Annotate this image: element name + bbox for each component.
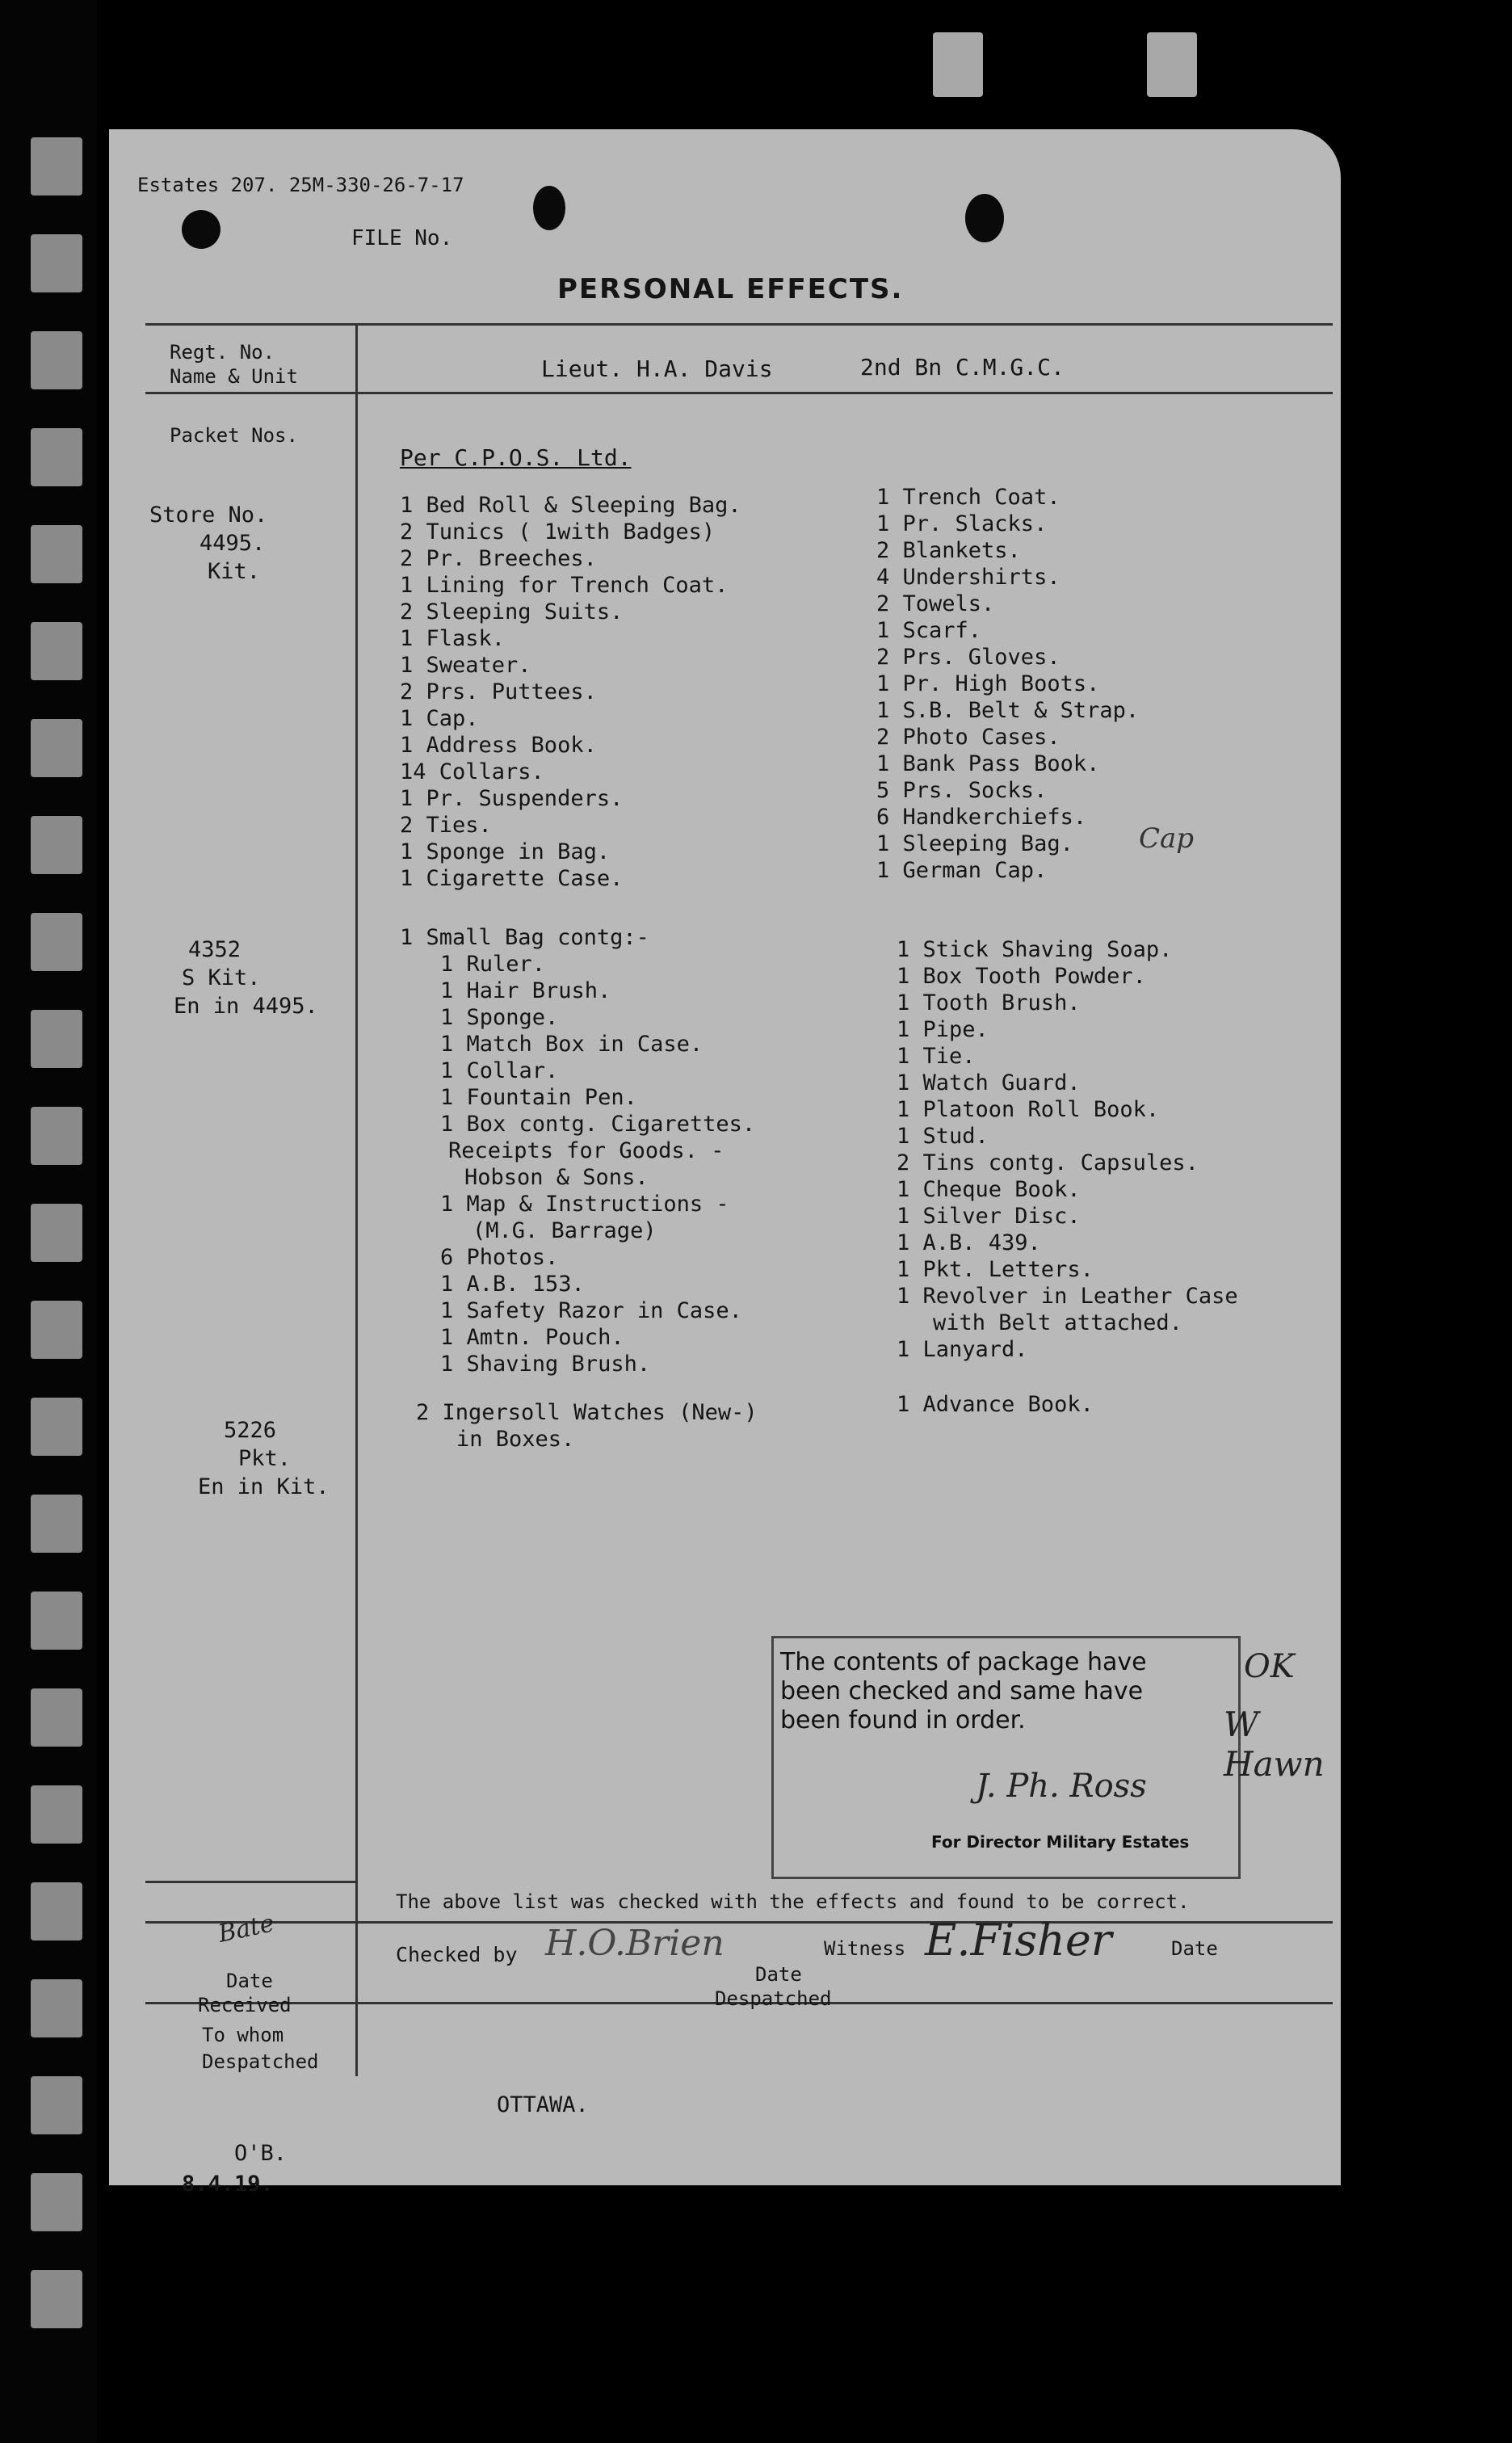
packet-number: Kit. [208,559,261,584]
list-item: 2 Towels. [876,591,995,616]
soldier-name: Lieut. H.A. Davis [541,355,773,382]
list-item: in Boxes. [456,1427,575,1452]
despatch-date: 8.4.19. [182,2172,274,2197]
name-unit-label: Name & Unit [170,365,298,388]
date-label: Date [1171,1937,1218,1960]
shipping-line: Per C.P.O.S. Ltd. [400,444,632,471]
list-item: 2 Blankets. [876,538,1021,563]
divider [145,392,1333,394]
list-item: 2 Pr. Breeches. [400,546,597,571]
film-hole [31,816,82,874]
list-item: 1 Safety Razor in Case. [440,1298,742,1323]
list-item: 2 Prs. Gloves. [876,645,1060,670]
list-item: 6 Photos. [440,1245,559,1270]
list-item: 6 Handkerchiefs. [876,805,1087,830]
film-hole [31,1979,82,2037]
list-item: 1 Amtn. Pouch. [440,1325,624,1350]
list-item: 1 S.B. Belt & Strap. [876,698,1140,723]
list-item: 1 Bed Roll & Sleeping Bag. [400,493,741,518]
list-item: 1 Cheque Book. [897,1177,1081,1202]
checked-statement: The above list was checked with the effects and found to be correct. [396,1890,1190,1913]
list-item: 1 Map & Instructions - [440,1192,729,1217]
list-item: 2 Ingersoll Watches (New-) [416,1400,758,1425]
film-hole [933,32,983,97]
list-item: 2 Ties. [400,813,492,838]
list-item: 1 Pr. Suspenders. [400,786,624,811]
packet-number: 4352 [188,937,242,962]
list-item: 1 Revolver in Leather Case [897,1284,1238,1309]
list-item: 1 Address Book. [400,733,597,758]
film-hole [31,137,82,196]
film-hole [31,331,82,389]
packet-number: S Kit. [182,965,261,990]
list-item: 1 Pipe. [897,1017,989,1042]
film-hole [31,2173,82,2231]
list-item: 1 Advance Book. [897,1392,1094,1417]
list-item: 1 Platoon Roll Book. [897,1097,1160,1122]
punch-hole [965,194,1004,242]
form-code: Estates 207. 25M-330-26-7-17 [137,174,464,196]
list-item: 1 Box Tooth Powder. [897,964,1146,989]
stamp-footer: For Director Military Estates [931,1832,1190,1852]
list-item: 1 Stud. [897,1124,989,1149]
witness-label: Witness [824,1937,906,1960]
stamp-text: been found in order. [780,1706,1026,1734]
checked-by-signature: H.O.Brien [545,1923,724,1964]
list-item: 1 Silver Disc. [897,1204,1081,1229]
list-item: 1 Scarf. [876,618,982,643]
list-item: 1 Sponge. [440,1005,559,1030]
list-item: 1 Fountain Pen. [440,1085,637,1110]
packet-number: En in Kit. [198,1474,330,1499]
film-hole [31,1495,82,1553]
stamp-signature: J. Ph. Ross [976,1768,1147,1805]
list-item: 1 A.B. 439. [897,1230,1041,1255]
handwritten-ok: OK [1244,1648,1295,1685]
punch-hole [182,210,220,249]
list-item: 1 Small Bag contg:- [400,925,649,950]
film-hole [31,1204,82,1262]
packet-number: 5226 [224,1418,277,1443]
list-item: 4 Undershirts. [876,565,1060,590]
list-item: 2 Prs. Puttees. [400,679,597,704]
list-item: 1 Cap. [400,706,479,731]
list-item: 1 Sponge in Bag. [400,839,611,864]
list-item: 1 Trench Coat. [876,485,1060,510]
film-hole [31,1107,82,1165]
list-item: 1 Lanyard. [897,1337,1028,1362]
date-received-label: Received [198,1994,292,2016]
soldier-unit: 2nd Bn C.M.G.C. [860,354,1065,381]
date-despatched-label: Despatched [715,1987,832,2010]
list-item: 2 Photo Cases. [876,725,1060,750]
checked-by-label: Checked by [396,1943,518,1966]
film-hole [31,234,82,292]
list-item: 1 Bank Pass Book. [876,751,1100,776]
film-hole [31,2076,82,2134]
list-item: Receipts for Goods. - [448,1138,724,1163]
list-item: 14 Collars. [400,759,544,784]
list-item: 5 Prs. Socks. [876,778,1048,803]
list-item: 1 Collar. [440,1058,559,1083]
verification-stamp [771,1636,1241,1879]
list-item: (M.G. Barrage) [472,1218,657,1243]
list-item: 1 Stick Shaving Soap. [897,937,1173,962]
list-item: 1 Pkt. Letters. [897,1257,1094,1282]
packet-nos-label: Packet Nos. [170,424,298,447]
packet-number: En in 4495. [174,994,318,1019]
divider [145,1881,355,1883]
date-received-label: Date [226,1970,273,1992]
packet-number: Store No. [149,502,268,528]
list-item: 1 Sweater. [400,653,531,678]
list-item: 1 Cigarette Case. [400,866,624,891]
stamp-text: been checked and same have [780,1677,1144,1705]
film-hole [31,1592,82,1650]
film-hole [31,1301,82,1359]
list-item: 1 Sleeping Bag. [876,831,1073,856]
film-hole [31,622,82,680]
list-item: Hobson & Sons. [464,1165,649,1190]
divider [145,1921,1333,1924]
date-despatched-label: Date [755,1963,802,1986]
initials: O'B. [234,2141,288,2166]
handwritten-note: Cap [1139,822,1195,855]
page-title: PERSONAL EFFECTS. [557,273,904,305]
stamp-text: The contents of package have [780,1648,1147,1676]
film-hole [1147,32,1197,97]
film-hole [31,525,82,583]
witness-signature: E.Fisher [925,1915,1112,1966]
list-item: 2 Tunics ( 1with Badges) [400,519,716,545]
packet-number: Pkt. [238,1446,292,1471]
list-item: with Belt attached. [933,1310,1182,1335]
to-whom-label: To whom [202,2024,284,2046]
list-item: 1 Shaving Brush. [440,1352,651,1377]
handwritten-note: Bate [216,1909,277,1949]
punch-hole [533,186,565,230]
list-item: 1 Tooth Brush. [897,990,1081,1015]
to-whom-label: Despatched [202,2050,319,2073]
regt-no-label: Regt. No. [170,341,275,364]
destination: OTTAWA. [497,2092,589,2117]
list-item: 1 Lining for Trench Coat. [400,573,729,598]
list-item: 1 Hair Brush. [440,978,611,1003]
film-hole [31,1785,82,1844]
list-item: 1 Match Box in Case. [440,1032,704,1057]
column-divider [355,323,358,2076]
list-item: 1 Ruler. [440,952,546,977]
film-hole [31,1398,82,1456]
film-hole [31,913,82,971]
file-no-label: FILE No. [351,226,453,250]
list-item: 2 Tins contg. Capsules. [897,1150,1199,1175]
film-hole [31,428,82,486]
list-item: 1 Box contg. Cigarettes. [440,1112,756,1137]
list-item: 1 Pr. Slacks. [876,511,1048,536]
film-hole [31,1882,82,1941]
list-item: 1 Pr. High Boots. [876,671,1100,696]
list-item: 1 A.B. 153. [440,1272,585,1297]
film-hole [31,2270,82,2328]
list-item: 1 Watch Guard. [897,1070,1081,1095]
list-item: 1 Tie. [897,1044,976,1069]
film-hole [31,1688,82,1747]
packet-number: 4495. [200,531,266,556]
list-item: 1 German Cap. [876,858,1048,883]
list-item: 1 Flask. [400,626,506,651]
film-hole [31,719,82,777]
handwritten-initials: W Hawn [1224,1705,1325,1784]
document-page [109,129,1341,2197]
divider [145,323,1333,326]
list-item: 2 Sleeping Suits. [400,599,624,624]
film-hole [31,1010,82,1068]
